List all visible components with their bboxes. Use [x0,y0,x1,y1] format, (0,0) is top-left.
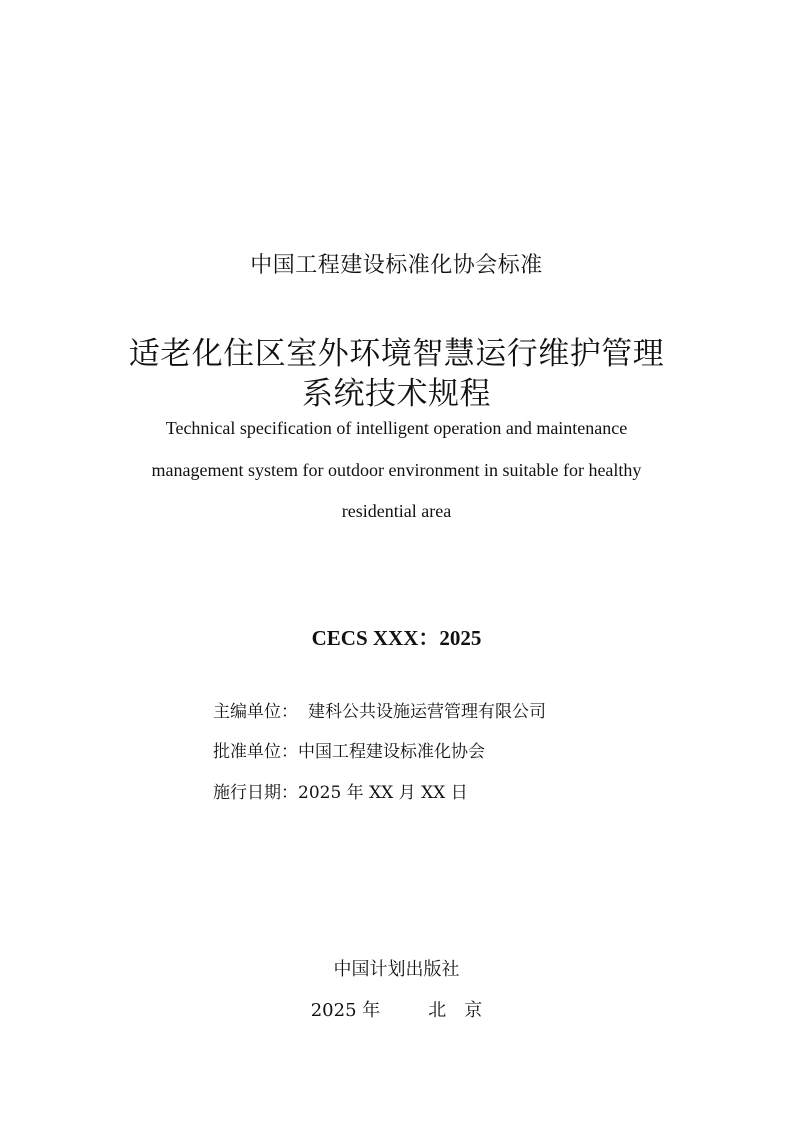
approver-label: 批准单位： [213,742,298,762]
chief-editor-label: 主编单位： [213,702,298,722]
approver-row [213,737,485,762]
approver-value: 中国工程建设标准化协会 [298,742,485,762]
publication-year-city [0,996,793,1022]
effective-date-label: 施行日期： [213,783,298,803]
title-chinese-line-1: 适老化住区室外环境智慧运行维护管理 [128,336,665,372]
city-char-2: 京 [464,1000,483,1021]
standard-series-title: 中国工程建设标准化协会标准 [250,253,543,278]
title-chinese-line-2: 系统技术规程 [302,376,491,412]
title-english-line-3: residential area [341,501,452,521]
publication-year: 2025 年 [310,1000,381,1021]
chief-editor-row [213,697,546,722]
title-english-line-1: Technical specification of intelligent operation and maintenance [165,418,628,438]
effective-date-row [213,778,468,803]
effective-date-value: 2025 年 XX 月 XX 日 [298,783,468,803]
chief-editor-value: 建科公共设施运营管理有限公司 [308,702,546,722]
title-english-line-2: management system for outdoor environment in suitable for healthy [151,460,642,480]
publisher-name: 中国计划出版社 [333,959,460,980]
city-char-1: 北 [428,1000,447,1021]
standard-code: CECS XXX：2025 [311,626,482,650]
